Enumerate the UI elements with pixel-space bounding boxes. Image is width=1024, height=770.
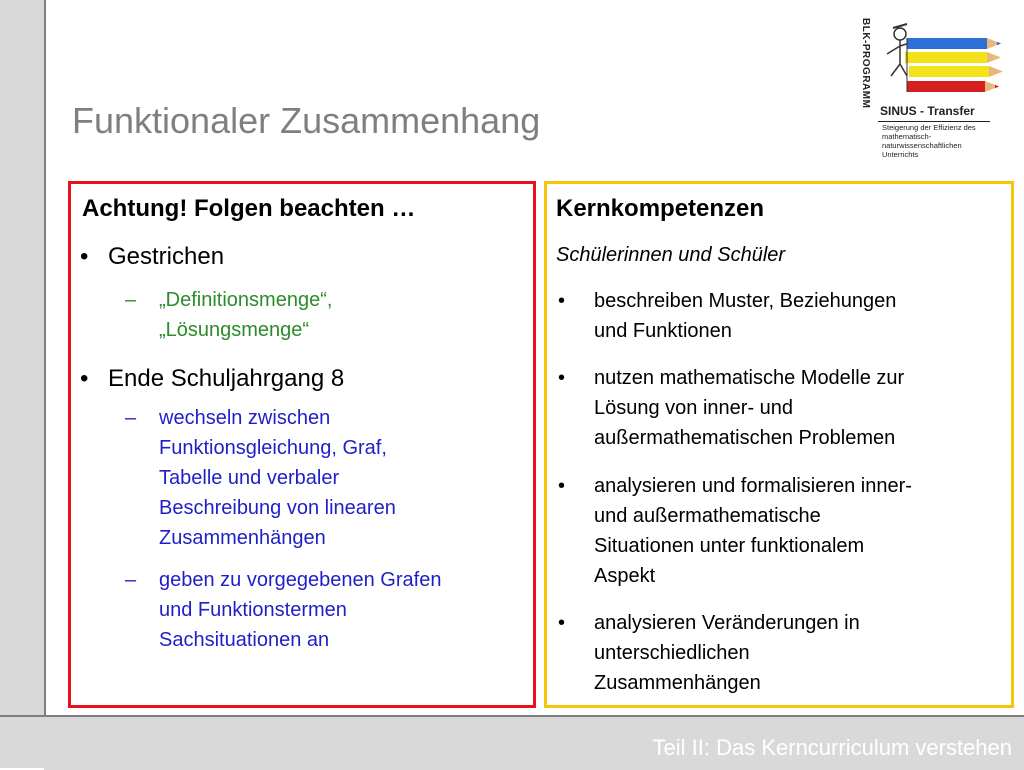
slide-title: Funktionaler Zusammenhang bbox=[72, 100, 541, 141]
dash-marker: – bbox=[125, 289, 137, 311]
left-subitem-line: „Lösungsmenge“ bbox=[159, 319, 310, 341]
left-subitem-line: geben zu vorgegebenen Grafen bbox=[159, 569, 442, 591]
right-item-line: außermathematischen Problemen bbox=[594, 427, 896, 449]
logo-name: SINUS - Transfer bbox=[880, 104, 975, 118]
dash-marker: – bbox=[125, 407, 137, 429]
left-item-label: Ende Schuljahrgang 8 bbox=[108, 365, 345, 392]
right-item-line: Situationen unter funktionalem bbox=[594, 535, 865, 557]
bullet-marker: • bbox=[558, 475, 566, 497]
right-item-line: beschreiben Muster, Beziehungen bbox=[594, 290, 897, 312]
logo-program-label: BLK-PROGRAMM bbox=[860, 18, 871, 109]
bullet-marker: • bbox=[80, 365, 89, 392]
left-subitem-line: Funktionsgleichung, Graf, bbox=[159, 437, 387, 459]
left-subitem-line: wechseln zwischen bbox=[159, 407, 331, 429]
left-box-heading: Achtung! Folgen beachten … bbox=[82, 195, 416, 222]
bullet-marker: • bbox=[558, 290, 566, 312]
left-subitem-line: Beschreibung von linearen bbox=[159, 497, 396, 519]
left-subitem-line: Sachsituationen an bbox=[159, 629, 330, 651]
left-subitem-line: Zusammenhängen bbox=[159, 527, 326, 549]
left-subitem-line: Tabelle und verbaler bbox=[159, 467, 340, 489]
right-item-line: und Funktionen bbox=[594, 320, 732, 342]
right-box-heading: Kernkompetenzen bbox=[556, 195, 765, 222]
right-item-line: nutzen mathematische Modelle zur bbox=[594, 367, 905, 389]
right-box-intro: Schülerinnen und Schüler bbox=[556, 244, 786, 266]
right-item-line: analysieren und formalisieren inner- bbox=[594, 475, 912, 497]
footer-text: Teil II: Das Kerncurriculum verstehen bbox=[652, 735, 1012, 760]
footer-divider bbox=[0, 715, 44, 717]
left-subitem-line: und Funktionstermen bbox=[159, 599, 347, 621]
bullet-marker: • bbox=[558, 612, 566, 634]
right-content-box bbox=[544, 181, 1014, 708]
right-item-line: analysieren Veränderungen in bbox=[594, 612, 860, 634]
right-item-line: Zusammenhängen bbox=[594, 672, 761, 694]
right-item-line: Lösung von inner- und bbox=[594, 397, 794, 419]
logo-divider bbox=[878, 121, 990, 122]
dash-marker: – bbox=[125, 569, 137, 591]
right-item-line: Aspekt bbox=[594, 565, 656, 587]
left-strip bbox=[0, 0, 46, 768]
left-content-box bbox=[68, 181, 536, 708]
bullet-marker: • bbox=[558, 367, 566, 389]
right-item-line: und außermathematische bbox=[594, 505, 821, 527]
bullet-marker: • bbox=[80, 243, 89, 270]
right-item-line: unterschiedlichen bbox=[594, 642, 750, 664]
left-item-label: Gestrichen bbox=[108, 243, 225, 270]
logo-subtitle: Steigerung der Effizienz des mathematisch-naturwissenschaftlichen Unterrichts bbox=[882, 123, 976, 159]
left-subitem-line: „Definitionsmenge“, bbox=[159, 289, 333, 311]
